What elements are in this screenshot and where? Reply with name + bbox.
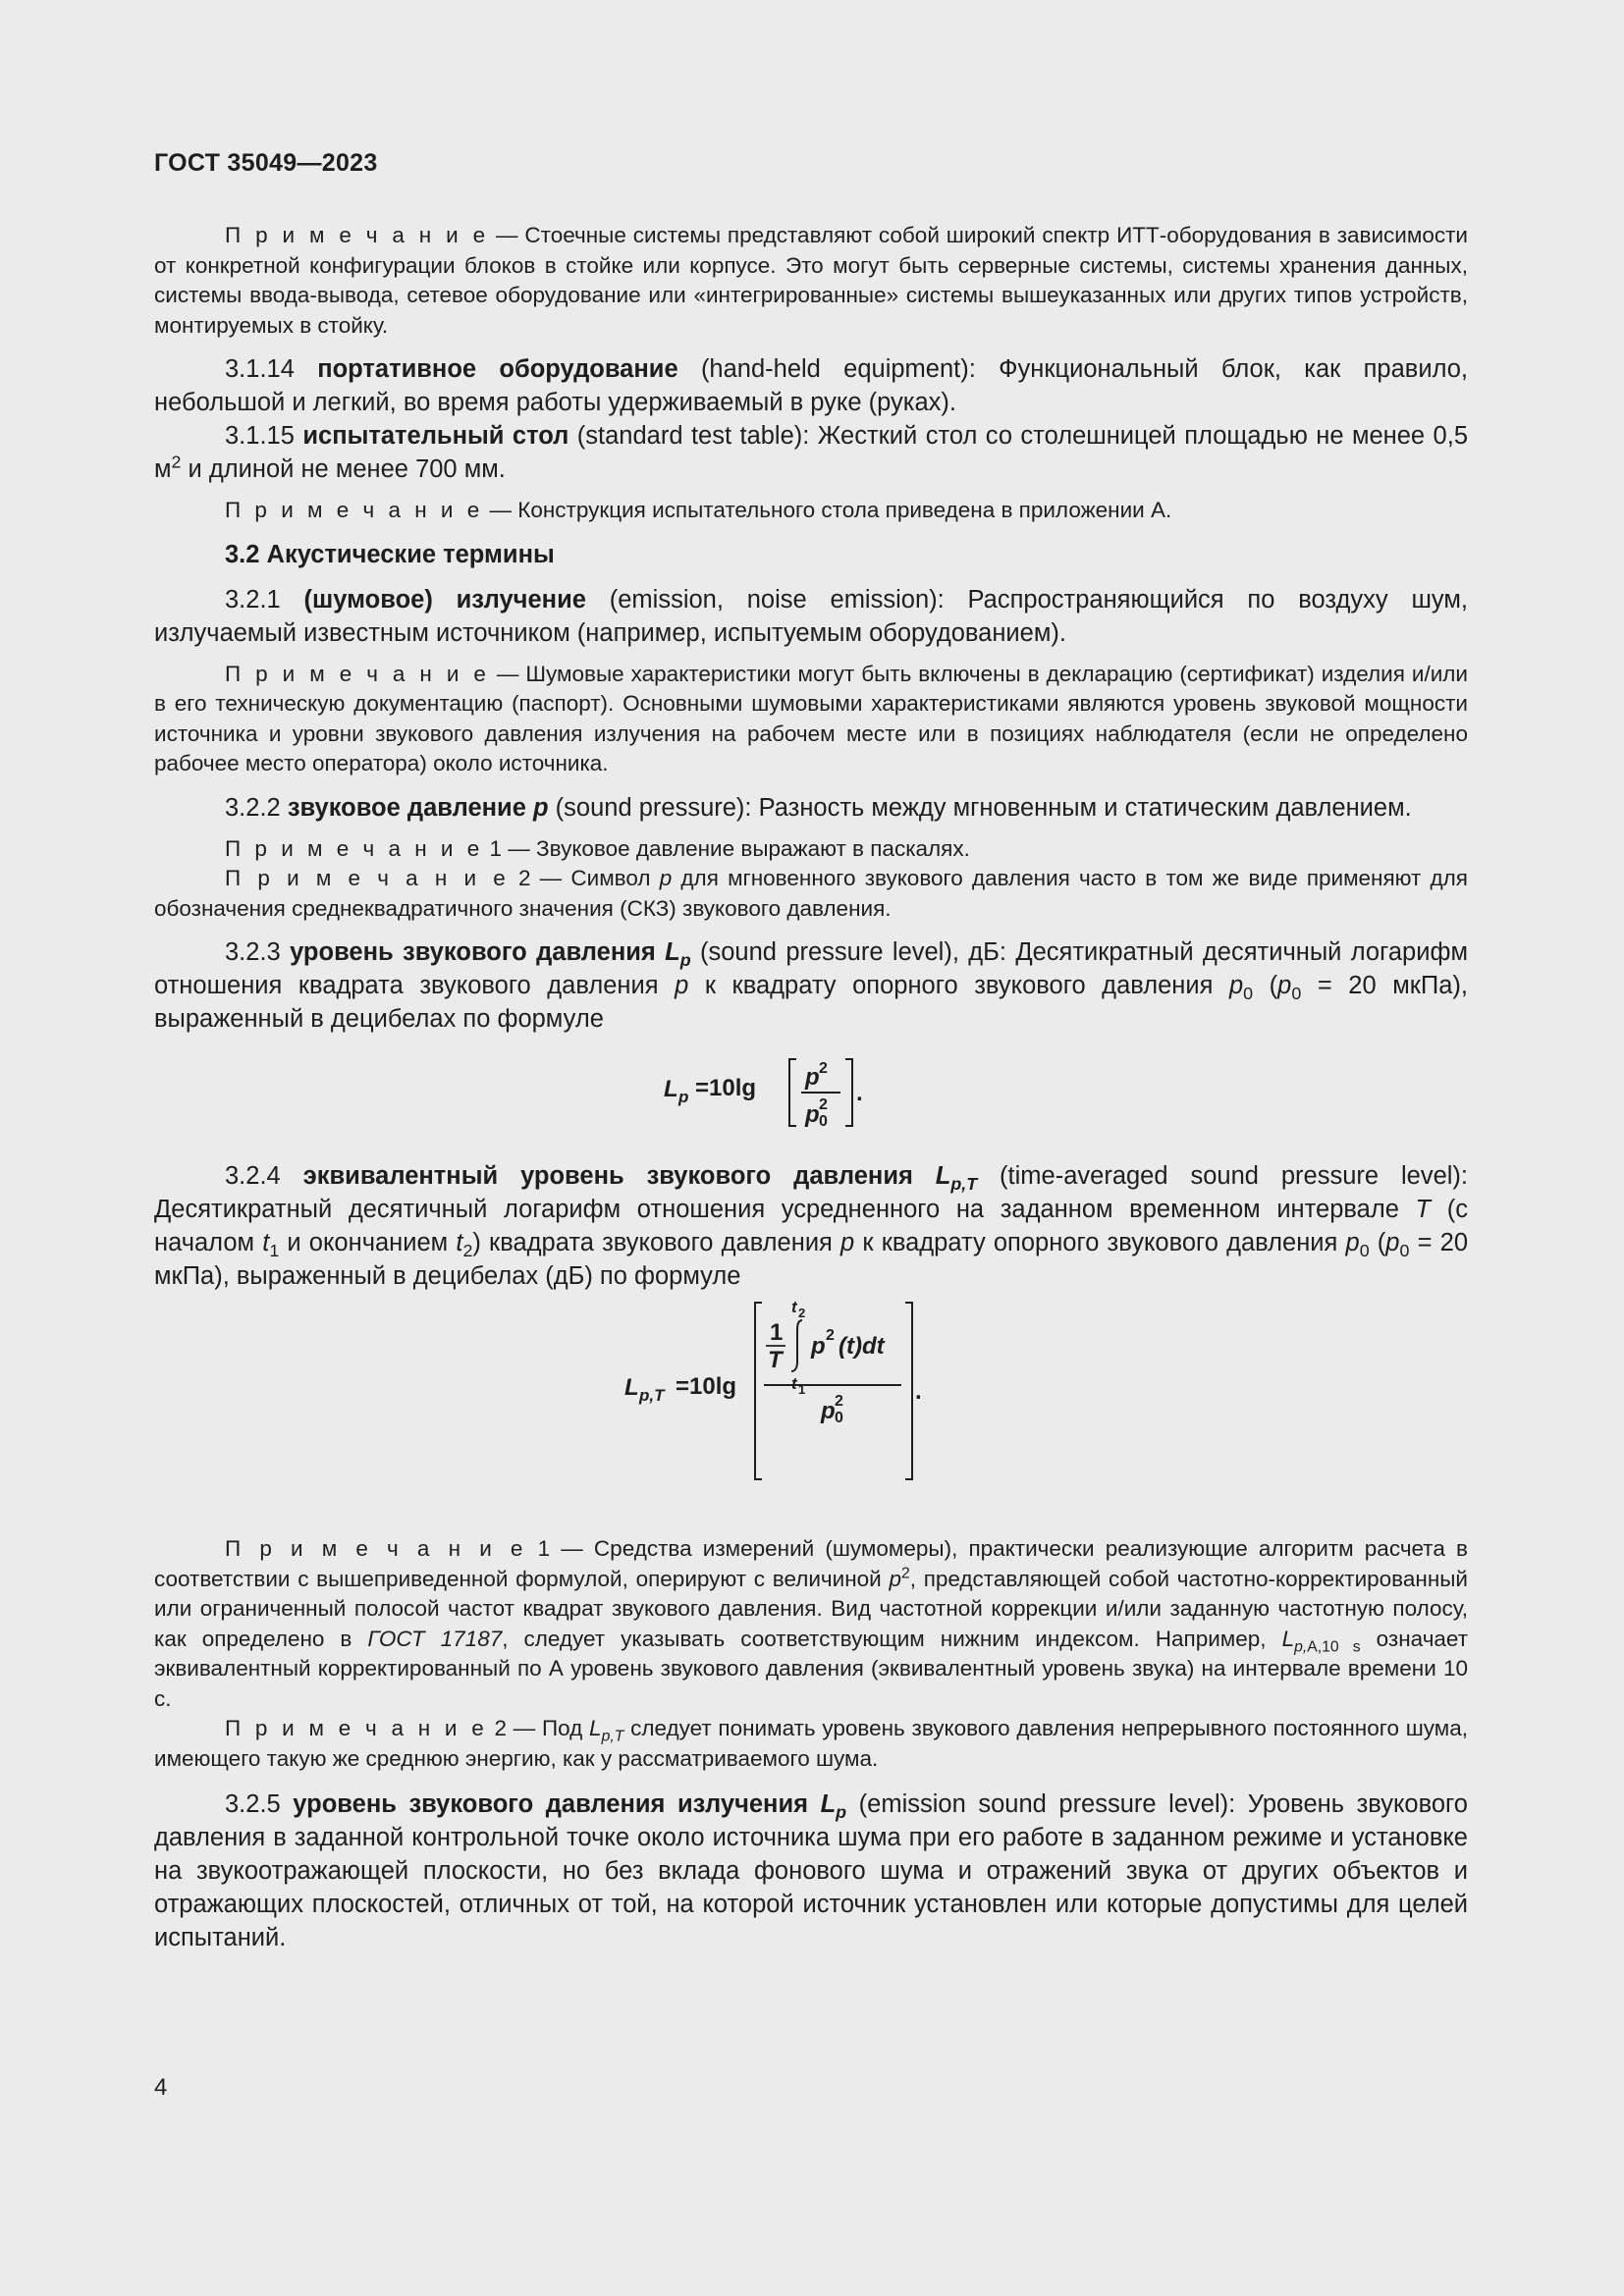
note-3-2-4-2: П р и м е ч а н и е 2 — Под $L_{p,T}$ следует понимать уровень звукового давления непрерывного постоянного шума, имеющего такую же среднюю энергию, как у рассматриваемого шума.	[154, 1716, 1468, 1771]
svg-text:2: 2	[826, 1327, 835, 1344]
svg-text:L: L	[664, 1076, 678, 1102]
formula-sound-pressure-level	[644, 1036, 978, 1134]
term-title: (шумовое) излучение	[303, 585, 586, 614]
note-3-2-2-2: П р и м е ч а н и е 2 — Символ p для мгновенного звукового давления часто в том же виде применяют для обозначения среднеквадратичного значения (СКЗ) звукового давления.	[154, 866, 1468, 921]
note-emission: П р и м е ч а н и е — Шумовые характеристики могут быть включены в декларацию (сертификат) изделия и/или в его техническую документацию (паспорт). Основными шумовыми характеристиками являются уровень звуковой мощности источника и уровни звукового давления излучения на рабочем месте или в позициях наблюдателя (если не определено рабочее место оператора) около источника.	[154, 661, 1468, 775]
svg-text:.: .	[856, 1080, 863, 1106]
svg-text:=10lg: =10lg	[695, 1075, 757, 1101]
svg-text:0: 0	[819, 1113, 828, 1130]
svg-text:2: 2	[819, 1096, 828, 1113]
svg-text:2: 2	[819, 1060, 828, 1077]
page-body	[154, 221, 1468, 1954]
section-heading-3-2: 3.2 Акустические термины	[225, 540, 555, 568]
note-label: П р и м е ч а н и е	[225, 835, 484, 861]
svg-text:1: 1	[798, 1382, 806, 1397]
note-3-2-2-1: П р и м е ч а н и е 1 — Звуковое давление выражают в паскалях.	[225, 835, 970, 861]
svg-text:T: T	[768, 1347, 783, 1373]
note-label: П р и м е ч а н и е	[225, 1716, 488, 1740]
term-3-2-5: 3.2.5 уровень звукового давления излучения $L_p$ (emission sound pressure level): Уровень звукового давления в заданной контрольной точке около источника шума при его работе в заданном режиме и установке на звукоотражающей плоскости, но без вклада фонового шума и отражений звука от других объектов и отражающих плоскостей, отличных от той, на которой источник установлен или которые допустимы для целей испытаний.	[154, 1790, 1468, 1951]
document-header: ГОСТ 35049—2023	[154, 149, 378, 177]
term-3-2-3: 3.2.3 уровень звукового давления $L_p$ (sound pressure level), дБ: Десятикратный десятичный логарифм отношения квадрата звукового давления p к квадрату опорного звукового давления $p_0$ ($p_0 = 20$ мкПа), выраженный в децибелах по формуле	[154, 938, 1468, 1033]
svg-text:=10lg: =10lg	[676, 1373, 737, 1400]
note-label: П р и м е ч а н и е	[225, 866, 510, 890]
note-rack-systems: П р и м е ч а н и е — Стоечные системы представляют собой широкий спектр ИТТ-оборудования в зависимости от конкретной конфигурации блоков в стойке или корпусе. Это могут быть серверные системы, системы хранения данных, системы ввода-вывода, сетевое оборудование или «интегрированные» системы вышеуказанных или других типов устройств, монтируемых в стойку.	[154, 223, 1468, 338]
note-label: П р и м е ч а н и е	[225, 1536, 527, 1561]
term-title: испытательный стол	[302, 422, 569, 450]
svg-text:.: .	[915, 1378, 922, 1405]
svg-text:p: p	[678, 1088, 689, 1106]
term-3-2-4: 3.2.4 эквивалентный уровень звукового давления $L_{p,T}$ (time-averaged sound pressure level): Десятикратный десятичный логарифм отношения усредненного на заданном временном интервале T (с началом $t_1$ и окончанием $t_2$) квадрата звукового давления p к квадрату опорного звукового давления $p_0$ ($p_0 = 20$ мкПа), выраженный в децибелах (дБ) по формуле	[154, 1162, 1468, 1290]
svg-text:p: p	[805, 1101, 820, 1128]
term-3-1-15: 3.1.15 испытательный стол (standard test table): Жесткий стол со столешницей площадью не менее 0,5 $м^2$ и длиной не менее 700 мм.	[154, 422, 1468, 483]
note-label: П р и м е ч а н и е	[225, 223, 490, 247]
svg-text:p: p	[805, 1064, 820, 1091]
note-label: П р и м е ч а н и е	[225, 661, 490, 686]
term-3-2-1: 3.2.1 (шумовое) излучение (emission, noise emission): Распространяющийся по воздуху шум, излучаемый известным источником (например, испытуемым оборудованием).	[154, 585, 1468, 647]
page-number: 4	[154, 2074, 168, 2101]
term-title: звуковое давление	[287, 793, 533, 822]
term-title: уровень звукового давления	[290, 938, 666, 966]
svg-text:2: 2	[835, 1393, 843, 1410]
term-title: эквивалентный уровень звукового давления	[302, 1162, 936, 1190]
svg-text:t: t	[791, 1298, 797, 1316]
svg-text:2: 2	[798, 1306, 806, 1320]
term-title: портативное оборудование	[317, 355, 678, 383]
standard-reference: ГОСТ 17187	[367, 1626, 503, 1651]
svg-text:p: p	[811, 1333, 826, 1360]
term-3-2-2: 3.2.2 звуковое давление p (sound pressure): Разность между мгновенным и статическим давлением.	[225, 793, 1412, 822]
note-label: П р и м е ч а н и е	[225, 498, 484, 522]
svg-text:0: 0	[835, 1410, 843, 1426]
svg-text:L: L	[624, 1374, 639, 1401]
svg-text:(t)dt: (t)dt	[839, 1333, 885, 1360]
note-test-table: П р и м е ч а н и е — Конструкция испытательного стола приведена в приложении А.	[225, 498, 1172, 522]
note-3-2-4-1: П р и м е ч а н и е 1 — Средства измерений (шумомеры), практически реализующие алгоритм расчета в соответствии с вышеприведенной формулой, оперируют с величиной $p^2$, представляющей собой частотно-корректированный или ограниченный полосой частот квадрат звукового давления. Вид частотной коррекции и/или заданную частотную полосу, как определено в ГОСТ 17187, следует указывать соответствующим нижним индексом. Например, $L_{p,A,10 s}$ означает эквивалентный корректированный по А уровень звукового давления (эквивалентный уровень звука) на интервале времени 10 с.	[154, 1536, 1468, 1711]
term-3-1-14: 3.1.14 портативное оборудование (hand-held equipment): Функциональный блок, как правило, небольшой и легкий, во время работы удерживаемый в руке (руках).	[154, 355, 1469, 416]
term-title: уровень звукового давления излучения	[293, 1790, 821, 1818]
svg-text:p: p	[821, 1398, 836, 1424]
svg-text:1: 1	[770, 1319, 784, 1346]
svg-text:t: t	[791, 1374, 797, 1393]
svg-text:p,T: p,T	[639, 1386, 665, 1405]
formula-equivalent-level	[605, 1293, 1017, 1489]
